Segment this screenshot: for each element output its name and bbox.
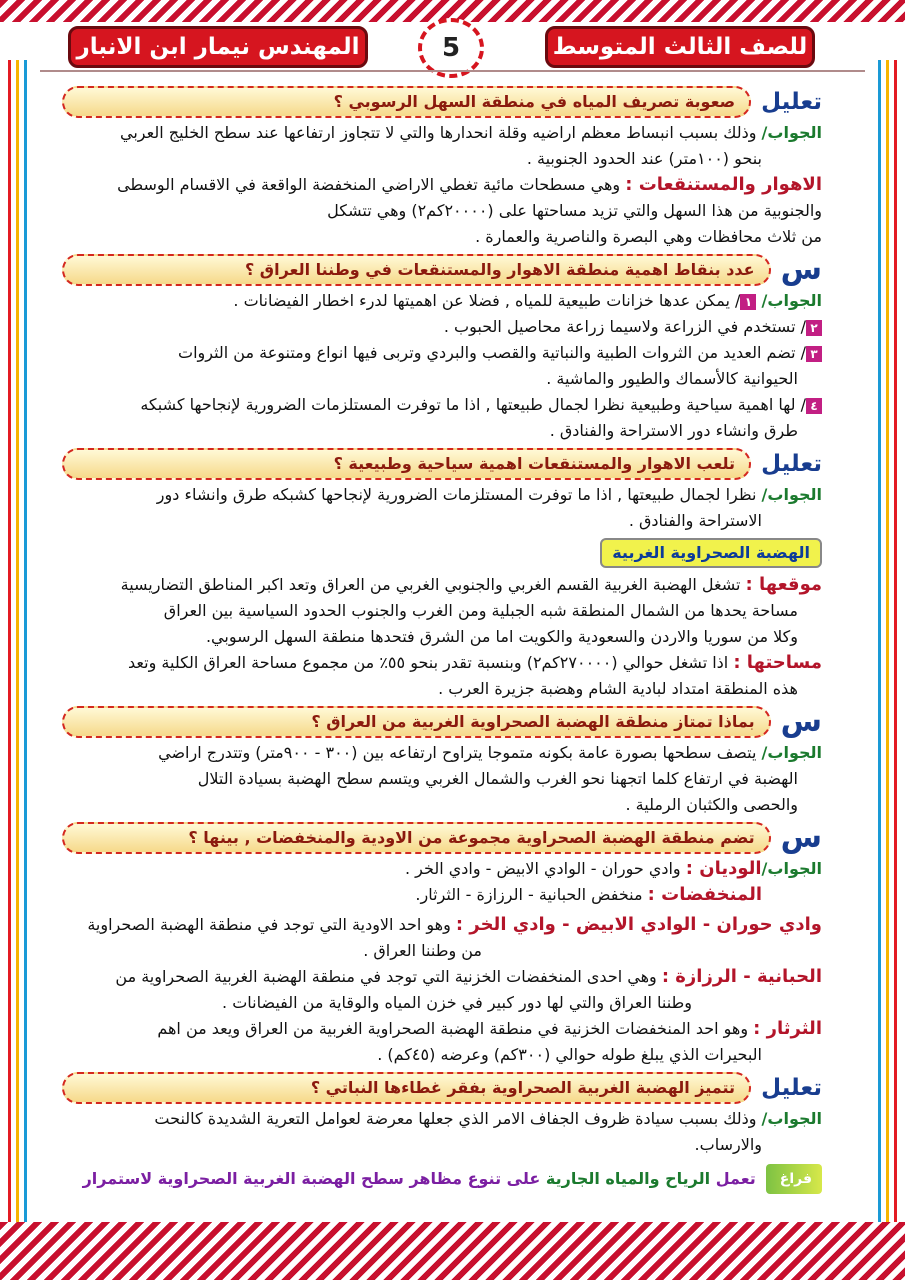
question-text: تضم منطقة الهضبة الصحراوية مجموعة من الاودية والمنخفضات , بينها ؟ <box>62 822 771 854</box>
definition-text: تشغل الهضبة الغربية القسم الغربي والجنوبي الغربي من العراق وتعد اكبر المناطق التضاريسية <box>120 575 741 594</box>
definition-paragraph <box>62 572 822 598</box>
answer-text: يتصف سطحها بصورة عامة بكونه متموجا يتراوح ارتفاعه بين (٣٠٠ - ٩٠٠متر) وتتدرج اراضي <box>158 743 757 762</box>
fill-in-blank-row <box>62 1164 822 1194</box>
answer-text: بنحو (١٠٠متر) عند الحدود الجنوبية . <box>526 149 762 168</box>
question-row <box>62 86 822 118</box>
question-row <box>62 1072 822 1104</box>
question-tag: تعليل <box>761 451 822 477</box>
answer-paragraph <box>62 882 822 908</box>
question-text: عدد بنقاط اهمية منطقة الاهوار والمستنقعات في وطننا العراق ؟ <box>62 254 771 286</box>
left-edge-line <box>8 60 11 1225</box>
definition-text: من وطننا العراق . <box>363 941 482 960</box>
question-tag: س <box>780 820 822 855</box>
definition-text: اذا تشغل حوالي (٢٧٠٠٠٠كم٢) وبنسبة تقدر بنحو ٥٥٪ من مجموع مساحة العراق الكلية وتعد <box>128 653 729 672</box>
definition-text: وهو احد الاودية التي توجد في منطقة الهضبة الصحراوية <box>87 915 451 934</box>
class-label: للصف الثالث المتوسط <box>545 26 815 68</box>
question-text: بماذا تمتاز منطقة الهضبة الصحراوية الغربية من العراق ؟ <box>62 706 771 738</box>
point-number-badge: ٣ <box>806 346 822 362</box>
answer-label: الجواب/ <box>761 743 822 762</box>
definition-text: وهو احد المنخفضات الخزنية في منطقة الهضبة الصحراوية الغربية من العراق ويعد من اهم <box>157 1019 749 1038</box>
definition-paragraph <box>62 650 822 676</box>
answer-point <box>62 314 822 340</box>
answer-paragraph <box>62 740 822 766</box>
definition-label: وادي حوران - الوادي الابيض - وادي الخر : <box>455 914 822 935</box>
answer-text: / لها اهمية سياحية وطبيعية نظرا لجمال طبيعتها , اذا ما توفرت المستلزمات الضرورية لإنجاحها كشبكه <box>140 395 806 414</box>
point-number-badge: ٤ <box>806 398 822 414</box>
answer-text: نظرا لجمال طبيعتها , اذا ما توفرت المستلزمات الضرورية لإنجاحها كشبكه طرق وانشاء دور <box>156 485 757 504</box>
blank-answer: الرياح والمياه الجارية <box>545 1169 711 1188</box>
depressions-label: المنخفضات : <box>647 884 762 905</box>
definition-label: موقعها : <box>745 574 822 595</box>
question-tag: س <box>780 252 822 287</box>
answer-point <box>62 340 822 366</box>
answer-point <box>62 288 822 314</box>
page-number: 5 <box>418 18 484 78</box>
question-row <box>62 448 822 480</box>
blank-suffix: على تنوع مظاهر سطح الهضبة الغربية الصحراوية لاستمرار <box>82 1169 541 1188</box>
answer-label: الجواب/ <box>761 123 822 142</box>
question-row <box>62 706 822 738</box>
definition-paragraph <box>62 964 822 990</box>
definition-text: هذه المنطقة امتداد لبادية الشام وهضبة جزيرة العرب . <box>438 679 798 698</box>
answer-text: طرق وانشاء دور الاستراحة والفنادق . <box>549 421 798 440</box>
author-label: المهندس نيمار ابن الانبار <box>68 26 368 68</box>
page-content <box>62 82 822 1194</box>
answer-text: والحصى والكثبان الرملية . <box>625 795 798 814</box>
left-edge-line <box>24 60 27 1225</box>
answer-text: الهضبة في ارتفاع كلما اتجهنا نحو الغرب والشمال الغربي ويتسم سطح الهضبة بسيادة التلال <box>197 769 798 788</box>
definition-text: وطننا العراق والتي لها دور كبير في خزن المياه والوقاية من الفيضانات . <box>222 993 692 1012</box>
answer-text: وادي حوران - الوادي الابيض - وادي الخر . <box>404 859 681 878</box>
answer-text: وذلك بسبب انبساط معظم اراضيه وقلة انحدارها والتي لا تتجاوز ارتفاعها عند سطح الخليج العربي <box>120 123 757 142</box>
definition-text: وهي مسطحات مائية تغطي الاراضي المنخفضة الواقعة في الاقسام الوسطى <box>117 175 621 194</box>
point-number-badge: ٢ <box>806 320 822 336</box>
blank-prefix: تعمل <box>715 1169 756 1188</box>
definition-label: الاهوار والمستنقعات : <box>625 174 822 195</box>
question-tag: تعليل <box>761 89 822 115</box>
point-number-badge: ١ <box>740 294 756 310</box>
definition-label: الحبانية - الرزازة : <box>661 966 822 987</box>
definition-text: مساحة يحدها من الشمال المنطقة شبه الجبلية ومن الغرب والجنوب الحدود السياسية بين العراق <box>163 601 798 620</box>
answer-text: / يمكن عدها خزانات طبيعية للمياه , فضلا عن اهميتها لدرء اخطار الفيضانات . <box>233 291 741 310</box>
question-text: صعوبة تصريف المياه في منطقة السهل الرسوبي ؟ <box>62 86 751 118</box>
right-edge-line <box>886 60 889 1225</box>
answer-label: الجواب/ <box>761 485 822 504</box>
question-text: تلعب الاهوار والمستنقعات اهمية سياحية وطبيعية ؟ <box>62 448 751 480</box>
answer-paragraph <box>62 120 822 146</box>
answer-text: / تستخدم في الزراعة ولاسيما زراعة محاصيل الحبوب . <box>443 317 806 336</box>
definition-label: الثرثار : <box>753 1018 822 1039</box>
fill-in-blank-tag: فراغ <box>766 1164 822 1194</box>
definition-paragraph <box>62 1016 822 1042</box>
fill-in-blank-text <box>83 1166 756 1192</box>
section-heading: الهضبة الصحراوية الغربية <box>600 538 822 568</box>
right-edge-line <box>878 60 881 1225</box>
right-edge-line <box>894 60 897 1225</box>
answer-label: الجواب/ <box>761 859 822 878</box>
answer-label: الجواب/ <box>761 291 822 310</box>
bottom-stripe-border <box>0 1222 905 1280</box>
definition-text: والجنوبية من هذا السهل والتي تزيد مساحتها على (٢٠٠٠٠كم٢) وهي تتشكل <box>327 201 822 220</box>
answer-text: الحيوانية كالأسماك والطيور والماشية . <box>546 369 798 388</box>
answer-text: / تضم العديد من الثروات الطبية والنباتية والقصب والبردي وتربى فيها انواع ومتنوعة من الثروات <box>178 343 806 362</box>
answer-paragraph <box>62 482 822 508</box>
answer-label: الجواب/ <box>761 1109 822 1128</box>
definition-label: مساحتها : <box>733 652 822 673</box>
answer-text: وذلك بسبب سيادة ظروف الجفاف الامر الذي جعلها معرضة لعوامل التعرية الشديدة كالنحت <box>154 1109 757 1128</box>
answer-paragraph <box>62 856 822 882</box>
question-text: تتميز الهضبة الغربية الصحراوية بفقر غطاءها النباتي ؟ <box>62 1072 751 1104</box>
section-heading-row <box>62 534 822 572</box>
definition-text: البحيرات الذي يبلغ طوله حوالي (٣٠٠كم) وعرضه (٤٥كم) . <box>377 1045 762 1064</box>
definition-text: وهي احدى المنخفضات الخزنية التي توجد في منطقة الهضبة الغربية الصحراوية من <box>115 967 657 986</box>
valleys-label: الوديان : <box>685 858 762 879</box>
definition-text: من ثلاث محافظات وهي البصرة والناصرية والعمارة . <box>475 227 822 246</box>
header-divider <box>40 70 865 72</box>
left-edge-line <box>16 60 19 1225</box>
question-tag: س <box>780 704 822 739</box>
question-row <box>62 254 822 286</box>
answer-text: منخفض الحبانية - الرزازة - الثرثار. <box>415 885 643 904</box>
answer-point <box>62 392 822 418</box>
definition-paragraph <box>62 912 822 938</box>
question-tag: تعليل <box>761 1075 822 1101</box>
answer-text: الاستراحة والفنادق . <box>628 511 762 530</box>
answer-text: والارساب. <box>694 1135 762 1154</box>
definition-text: وكلا من سوريا والاردن والسعودية والكويت اما من الشرق فتحدها منطقة السهل الرسوبي. <box>205 627 798 646</box>
definition-paragraph <box>62 172 822 198</box>
answer-paragraph <box>62 1106 822 1132</box>
question-row <box>62 822 822 854</box>
